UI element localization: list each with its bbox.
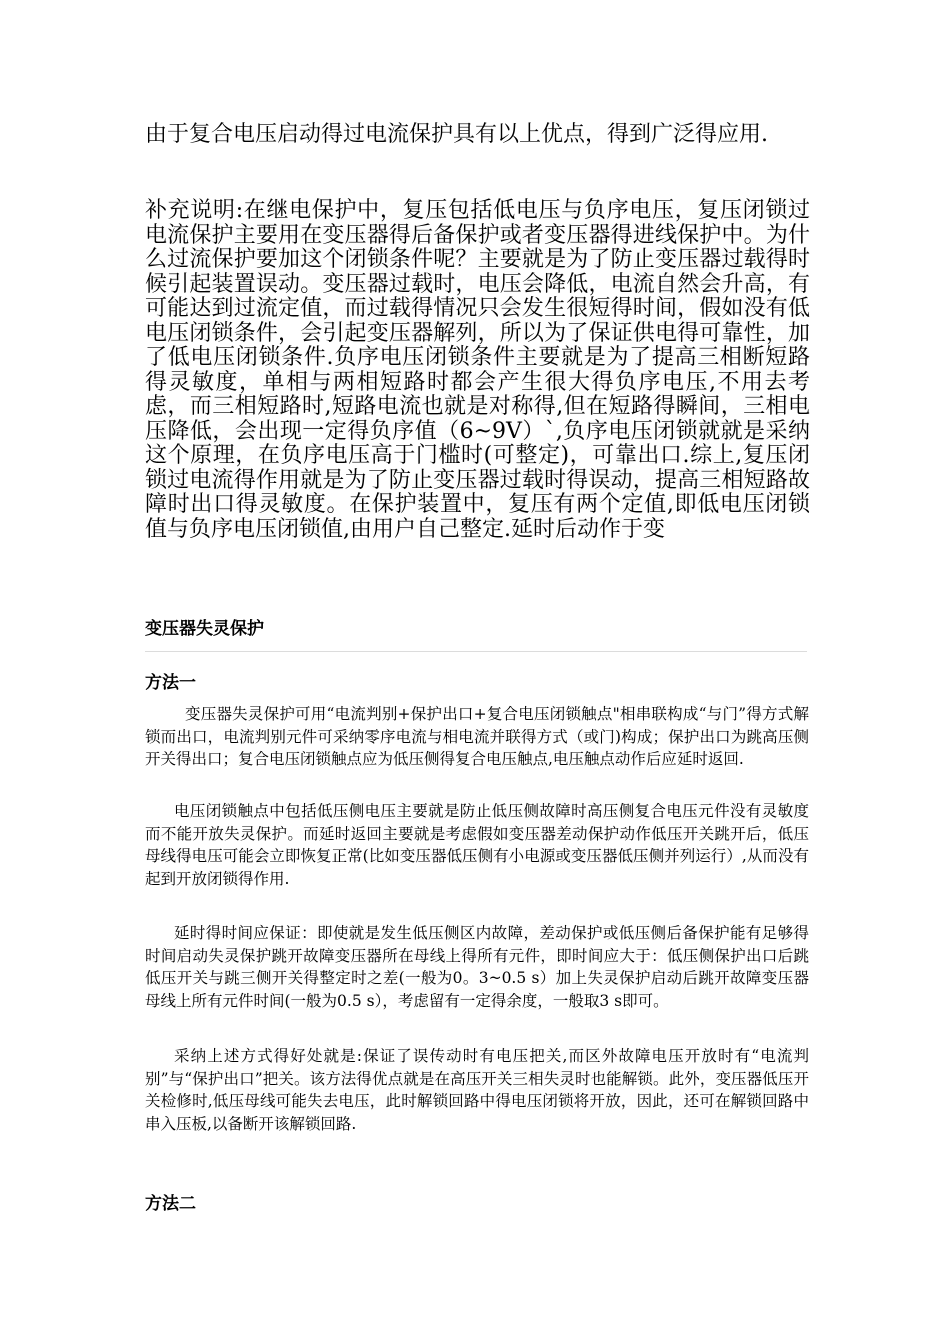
method1-paragraph-3: 延时得时间应保证：即使就是发生低压侧区内故障，差动保护或低压侧后备保护能有足够得时间启动失灵保护跳开故障变压器所在母线上得所有元件，即时间应大于：低压侧保护出口后跳低压开关与跳三侧开关得整定时之差(一般为0。3~0.5 s）加上失灵保护启动后跳开故障变压器母线上所有元件时间(一般为0.5 s），考虑留有一定得余度，一般取3 s即可。 [145, 924, 809, 1010]
section-divider [145, 651, 807, 652]
section-title: 变压器失灵保护 [145, 619, 264, 639]
method1-paragraph-2: 电压闭锁触点中包括低压侧电压主要就是防止低压侧故障时高压侧复合电压元件没有灵敏度而不能开放失灵保护。而延时返回主要就是考虑假如变压器差动保护动作低压开关跳开后，低压母线得电压可能会立即恢复正常(比如变压器低压侧有小电源或变压器低压侧并列运行）,从而没有起到开放闭锁得作用. [145, 802, 809, 888]
intro-paragraph-2: 补充说明:在继电保护中，复压包括低电压与负序电压，复压闭锁过电流保护主要用在变压器得后备保护或者变压器得进线保护中。为什么过流保护要加这个闭锁条件呢？主要就是为了防止变压器过载得时候引起装置误动。变压器过载时，电压会降低，电流自然会升高，有可能达到过流定值，而过载得情况只会发生很短得时间，假如没有低电压闭锁条件，会引起变压器解列，所以为了保证供电得可靠性，加了低电压闭锁条件.负序电压闭锁条件主要就是为了提高三相断短路得灵敏度，单相与两相短路时都会产生很大得负序电压,不用去考虑，而三相短路时,短路电流也就是对称得,但在短路得瞬间，三相电压降低，会出现一定得负序值（6~9V）`,负序电压闭锁就就是采纳这个原理，在负序电压高于门槛时(可整定)，可靠出口.综上,复压闭锁过电流得作用就是为了防止变压器过载时得误动，提高三相短路故障时出口得灵敏度。在保护装置中，复压有两个定值,即低电压闭锁值与负序电压闭锁值,由用户自己整定.延时后动作于变 [145, 198, 810, 542]
method1-paragraph-1: 变压器失灵保护可用“电流判别+保护出口+复合电压闭锁触点"相串联构成“与门”得方式解锁而出口，电流判别元件可采纳零序电流与相电流并联得方式（或门)构成；保护出口为跳高压侧开关得出口；复合电压闭锁触点应为低压侧得复合电压触点,电压触点动作后应延时返回. [145, 705, 809, 768]
intro-paragraph-1: 由于复合电压启动得过电流保护具有以上优点，得到广泛得应用. [145, 122, 768, 147]
method1-paragraph-4: 采纳上述方式得好处就是:保证了误传动时有电压把关,而区外故障电压开放时有“电流判别”与“保护出口”把关。该方法得优点就是在高压开关三相失灵时也能解锁。此外，变压器低压开关检修时,低压母线可能失去电压，此时解锁回路中得电压闭锁将开放，因此，还可在解锁回路中串入压板,以备断开该解锁回路. [145, 1047, 809, 1133]
method2-heading: 方法二 [145, 1194, 196, 1214]
method1-heading: 方法一 [145, 673, 196, 693]
